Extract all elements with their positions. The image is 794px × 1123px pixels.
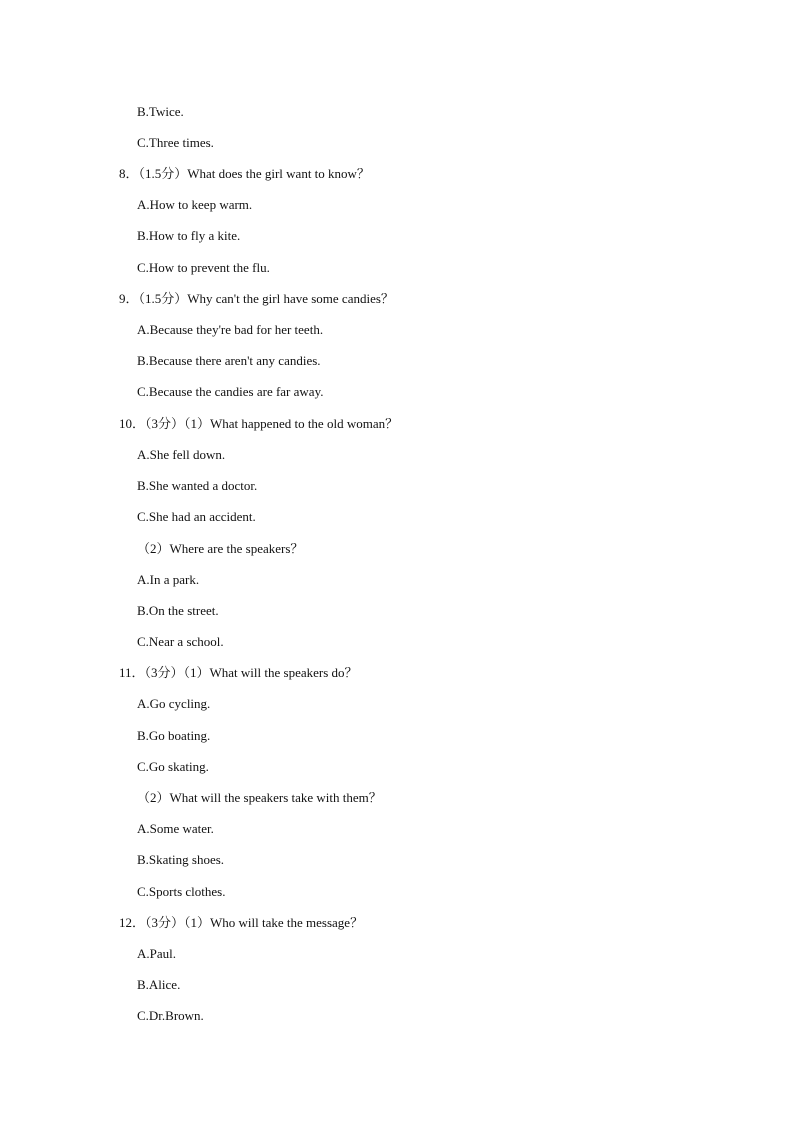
option-b-twice: B.Twice. (137, 104, 184, 119)
q11-2-option-b: B.Skating shoes. (137, 852, 225, 867)
q10-1-option-b: B.She wanted a doctor. (137, 478, 258, 493)
question-10: 10．（3分）（1）What happened to the old woman？ (119, 416, 399, 431)
q12-1-option-c: C.Dr.Brown. (137, 1008, 204, 1023)
question-8: 8．（1.5分）What does the girl want to know？ (119, 166, 370, 181)
q10-2-option-c: C.Near a school. (137, 634, 224, 649)
q10-2-option-a: A.In a park. (137, 572, 200, 587)
q10-2-option-b: B.On the street. (137, 603, 219, 618)
q10-subquestion-2: （2）Where are the speakers？ (137, 541, 304, 556)
q12-1-option-a: A.Paul. (137, 946, 176, 961)
question-11: 11．（3分）（1）What will the speakers do？ (119, 665, 358, 680)
q9-option-c: C.Because the candies are far away. (137, 384, 324, 399)
q11-2-option-a: A.Some water. (137, 821, 214, 836)
q11-1-option-a: A.Go cycling. (137, 696, 211, 711)
q11-2-option-c: C.Sports clothes. (137, 884, 226, 899)
q10-1-option-a: A.She fell down. (137, 447, 226, 462)
q8-option-b: B.How to fly a kite. (137, 228, 241, 243)
q11-subquestion-2: （2）What will the speakers take with them？ (137, 790, 382, 805)
q11-1-option-b: B.Go boating. (137, 728, 211, 743)
q8-option-a: A.How to keep warm. (137, 197, 253, 212)
question-9: 9．（1.5分）Why can't the girl have some candies？ (119, 291, 394, 306)
q8-option-c: C.How to prevent the flu. (137, 260, 270, 275)
question-12: 12．（3分）（1）Who will take the message？ (119, 915, 364, 930)
q12-1-option-b: B.Alice. (137, 977, 181, 992)
q9-option-b: B.Because there aren't any candies. (137, 353, 321, 368)
option-c-three-times: C.Three times. (137, 135, 214, 150)
q11-1-option-c: C.Go skating. (137, 759, 209, 774)
q9-option-a: A.Because they're bad for her teeth. (137, 322, 324, 337)
q10-1-option-c: C.She had an accident. (137, 509, 256, 524)
